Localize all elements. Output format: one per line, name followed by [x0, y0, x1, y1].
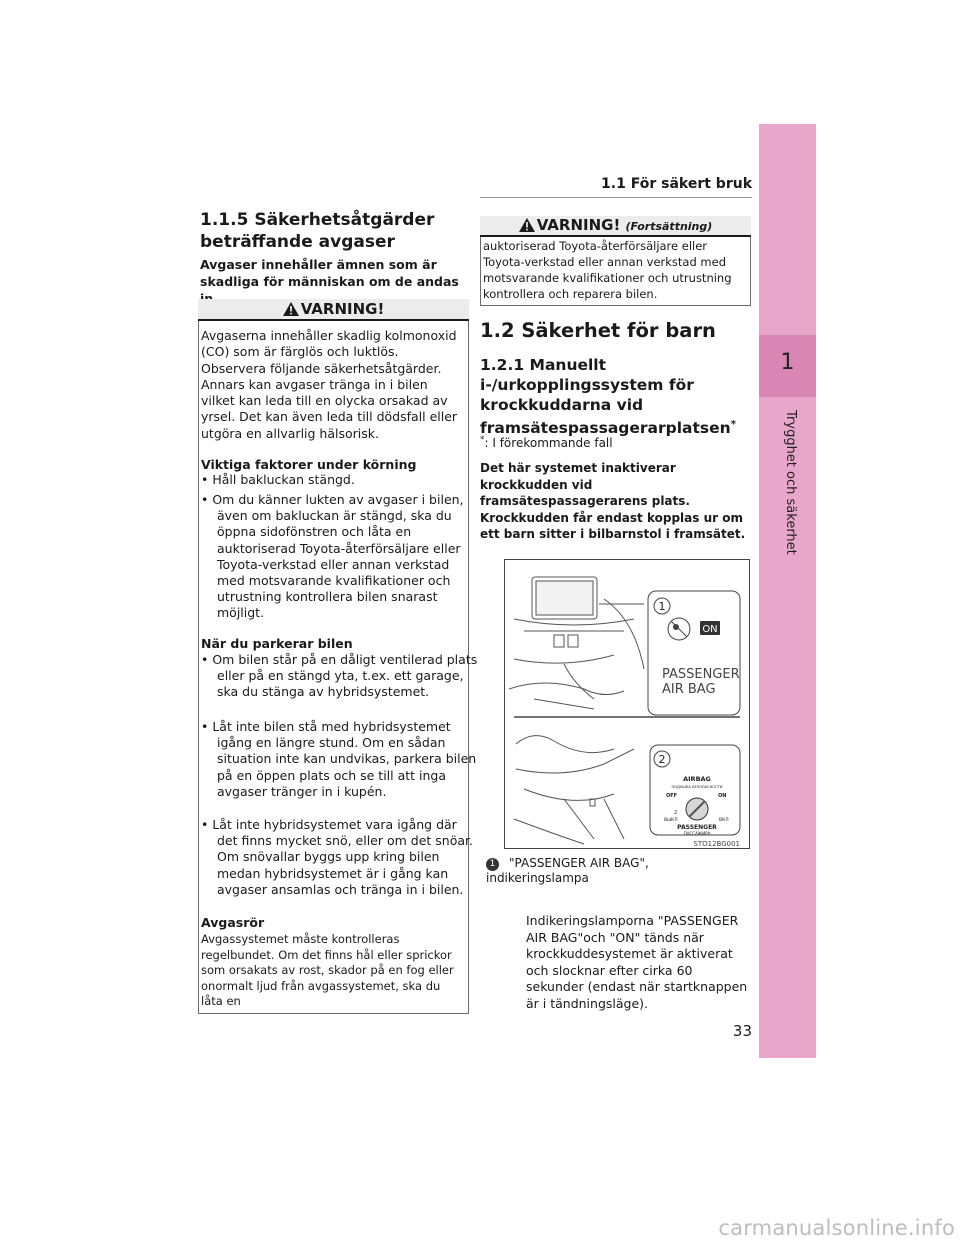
- warning-bullet: • Låt inte hybridsystemet vara igång där det finns mycket snö, eller om det snöar. Om snövallar byggs upp kring bilen medan hybridsystemet är i gång kan avgaser ansamlas och tränga in i bilen.: [201, 817, 473, 897]
- warning-title: VARNING!: [300, 300, 385, 318]
- warning-bullet: • Låt inte bilen stå med hybridsystemet igång en längre stund. Om en sådan situation inte kan undvikas, parkera bilen på en öppen plats och se till att inga avgaser tränger in i kupén.: [201, 719, 477, 799]
- airbag-figure: [504, 559, 750, 849]
- warning-header: [198, 299, 469, 321]
- warning-icon: [283, 302, 299, 316]
- caption-body: Indikeringslamporna "PASSENGER AIR BAG"och "ON" tänds när krockkuddesystemet är aktiverat och slocknar efter cirka 60 sekunder (endast när startknappen är i tändningsläge).: [526, 913, 748, 1011]
- warning-paragraph: auktoriserad Toyota-återförsäljare eller Toyota-verkstad eller annan verkstad med motsvarande kvalifikationer och utrustning kontrollera och reparera bilen.: [483, 239, 732, 301]
- section-title-1-2: 1.2 Säkerhet för barn: [480, 319, 716, 342]
- warning-subheading: När du parkerar bilen: [201, 636, 353, 651]
- warning-icon: [519, 218, 535, 232]
- switch-on-label-ru: ВКЛ: [719, 818, 729, 823]
- warning-header-continued: [480, 216, 751, 237]
- passenger-airbag-text-2: AIR BAG: [662, 682, 716, 697]
- section-lead-1-1-5: Avgaser innehåller ämnen som är skadliga för människan om de andas: [200, 257, 459, 289]
- switch-passenger-label-ru: ПАССАЖИРА: [683, 831, 711, 836]
- caption-title-text: "PASSENGER AIR BAG", indikeringslampa: [486, 856, 649, 885]
- footnote: [480, 435, 750, 450]
- section-title-1-2-1: [480, 355, 755, 438]
- switch-airbag-label: AIRBAG: [683, 775, 711, 783]
- warning-title: VARNING!: [536, 216, 621, 234]
- warning-bullet: • Håll bakluckan stängd.: [201, 472, 355, 487]
- switch-off-label: OFF: [666, 793, 678, 799]
- warning-subheading: Avgasrör: [201, 915, 265, 930]
- page-number: 33: [732, 1022, 752, 1040]
- section-lead-1-2-1: Det här systemet inaktiverar krockkudden vid framsätespassagerarens plats. Krockkudden får endast kopplas ur om ett barn sitter i bilbarnstol i framsätet.: [480, 461, 746, 541]
- switch-airbag-label-ru: ПОДУШКА БЕЗОПАСНОСТИ: [671, 785, 723, 789]
- warning-subheading: Viktiga faktorer under körning: [201, 457, 417, 472]
- callout-2: 2: [658, 753, 666, 766]
- section-title-text: 1.2.1 Manuellt i-/urkopplingssystem för krockkuddarna vid framsätespassagerarplatsen: [480, 356, 731, 438]
- caption-number: 1: [486, 858, 499, 871]
- chapter-number: 1: [780, 350, 795, 375]
- chapter-label: Trygghet och säkerhet: [783, 410, 798, 555]
- callout-1: 1: [658, 600, 666, 613]
- warning-paragraph: Avgassystemet måste kontrolleras regelbundet. Om det finns hål eller sprickor som orsakats av rost, skador på en fog eller onormalt ljud från avgassystemet, ska du låta en: [201, 932, 454, 1008]
- warning-continuation: (Fortsättning): [625, 220, 713, 233]
- chapter-side-tab: [759, 124, 816, 1058]
- switch-passenger-label: PASSENGER: [677, 824, 717, 831]
- header-rule: [480, 197, 752, 198]
- on-indicator: ON: [702, 624, 718, 635]
- passenger-airbag-text-1: PASSENGER: [662, 667, 740, 682]
- section-title-1-1-5: 1.1.5 Säkerhetsåtgärder beträffande avgaser: [200, 210, 435, 252]
- airbag-off-icon: [668, 618, 690, 640]
- warning-intro: Avgaserna innehåller skadlig kolmonoxid (CO) som är färglös och luktlös. Observera följande säkerhetsåtgärder. Annars kan avgaser tränga in i bilen vilket kan leda till en olycka orsakad av yrsel. Det kan även leda till dödsfall eller utgöra en allvarlig hälsorisk.: [201, 328, 458, 441]
- footnote-marker: *: [480, 435, 485, 445]
- footnote-text: : I förekommande fall: [484, 436, 613, 450]
- switch-off-label-ru: ВЫКЛ: [664, 818, 678, 823]
- footnote-marker: *: [730, 419, 736, 430]
- watermark: carmanualsonline.info: [718, 1216, 955, 1240]
- running-head: 1.1 För säkert bruk: [601, 176, 752, 192]
- switch-on-label: ON: [718, 793, 727, 799]
- caption-title: [486, 856, 751, 886]
- figure-code: STO12BG001: [693, 840, 740, 848]
- warning-bullet: • Om bilen står på en dåligt ventilerad plats eller på en stängd yta, t.ex. ett garage, ska du stänga av hybridsystemet.: [201, 652, 478, 700]
- warning-bullet: • Om du känner lukten av avgaser i bilen, även om bakluckan är stängd, ska du öppna sidofönstren och låta en auktoriserad Toyota-återförsäljare eller Toyota-verkstad eller annan verkstad med motsvarande kvalifikationer och utrustning kontrollera bilen snarast möjligt.: [201, 492, 464, 621]
- switch-number: 2: [674, 810, 678, 816]
- airbag-key-switch: [686, 798, 708, 820]
